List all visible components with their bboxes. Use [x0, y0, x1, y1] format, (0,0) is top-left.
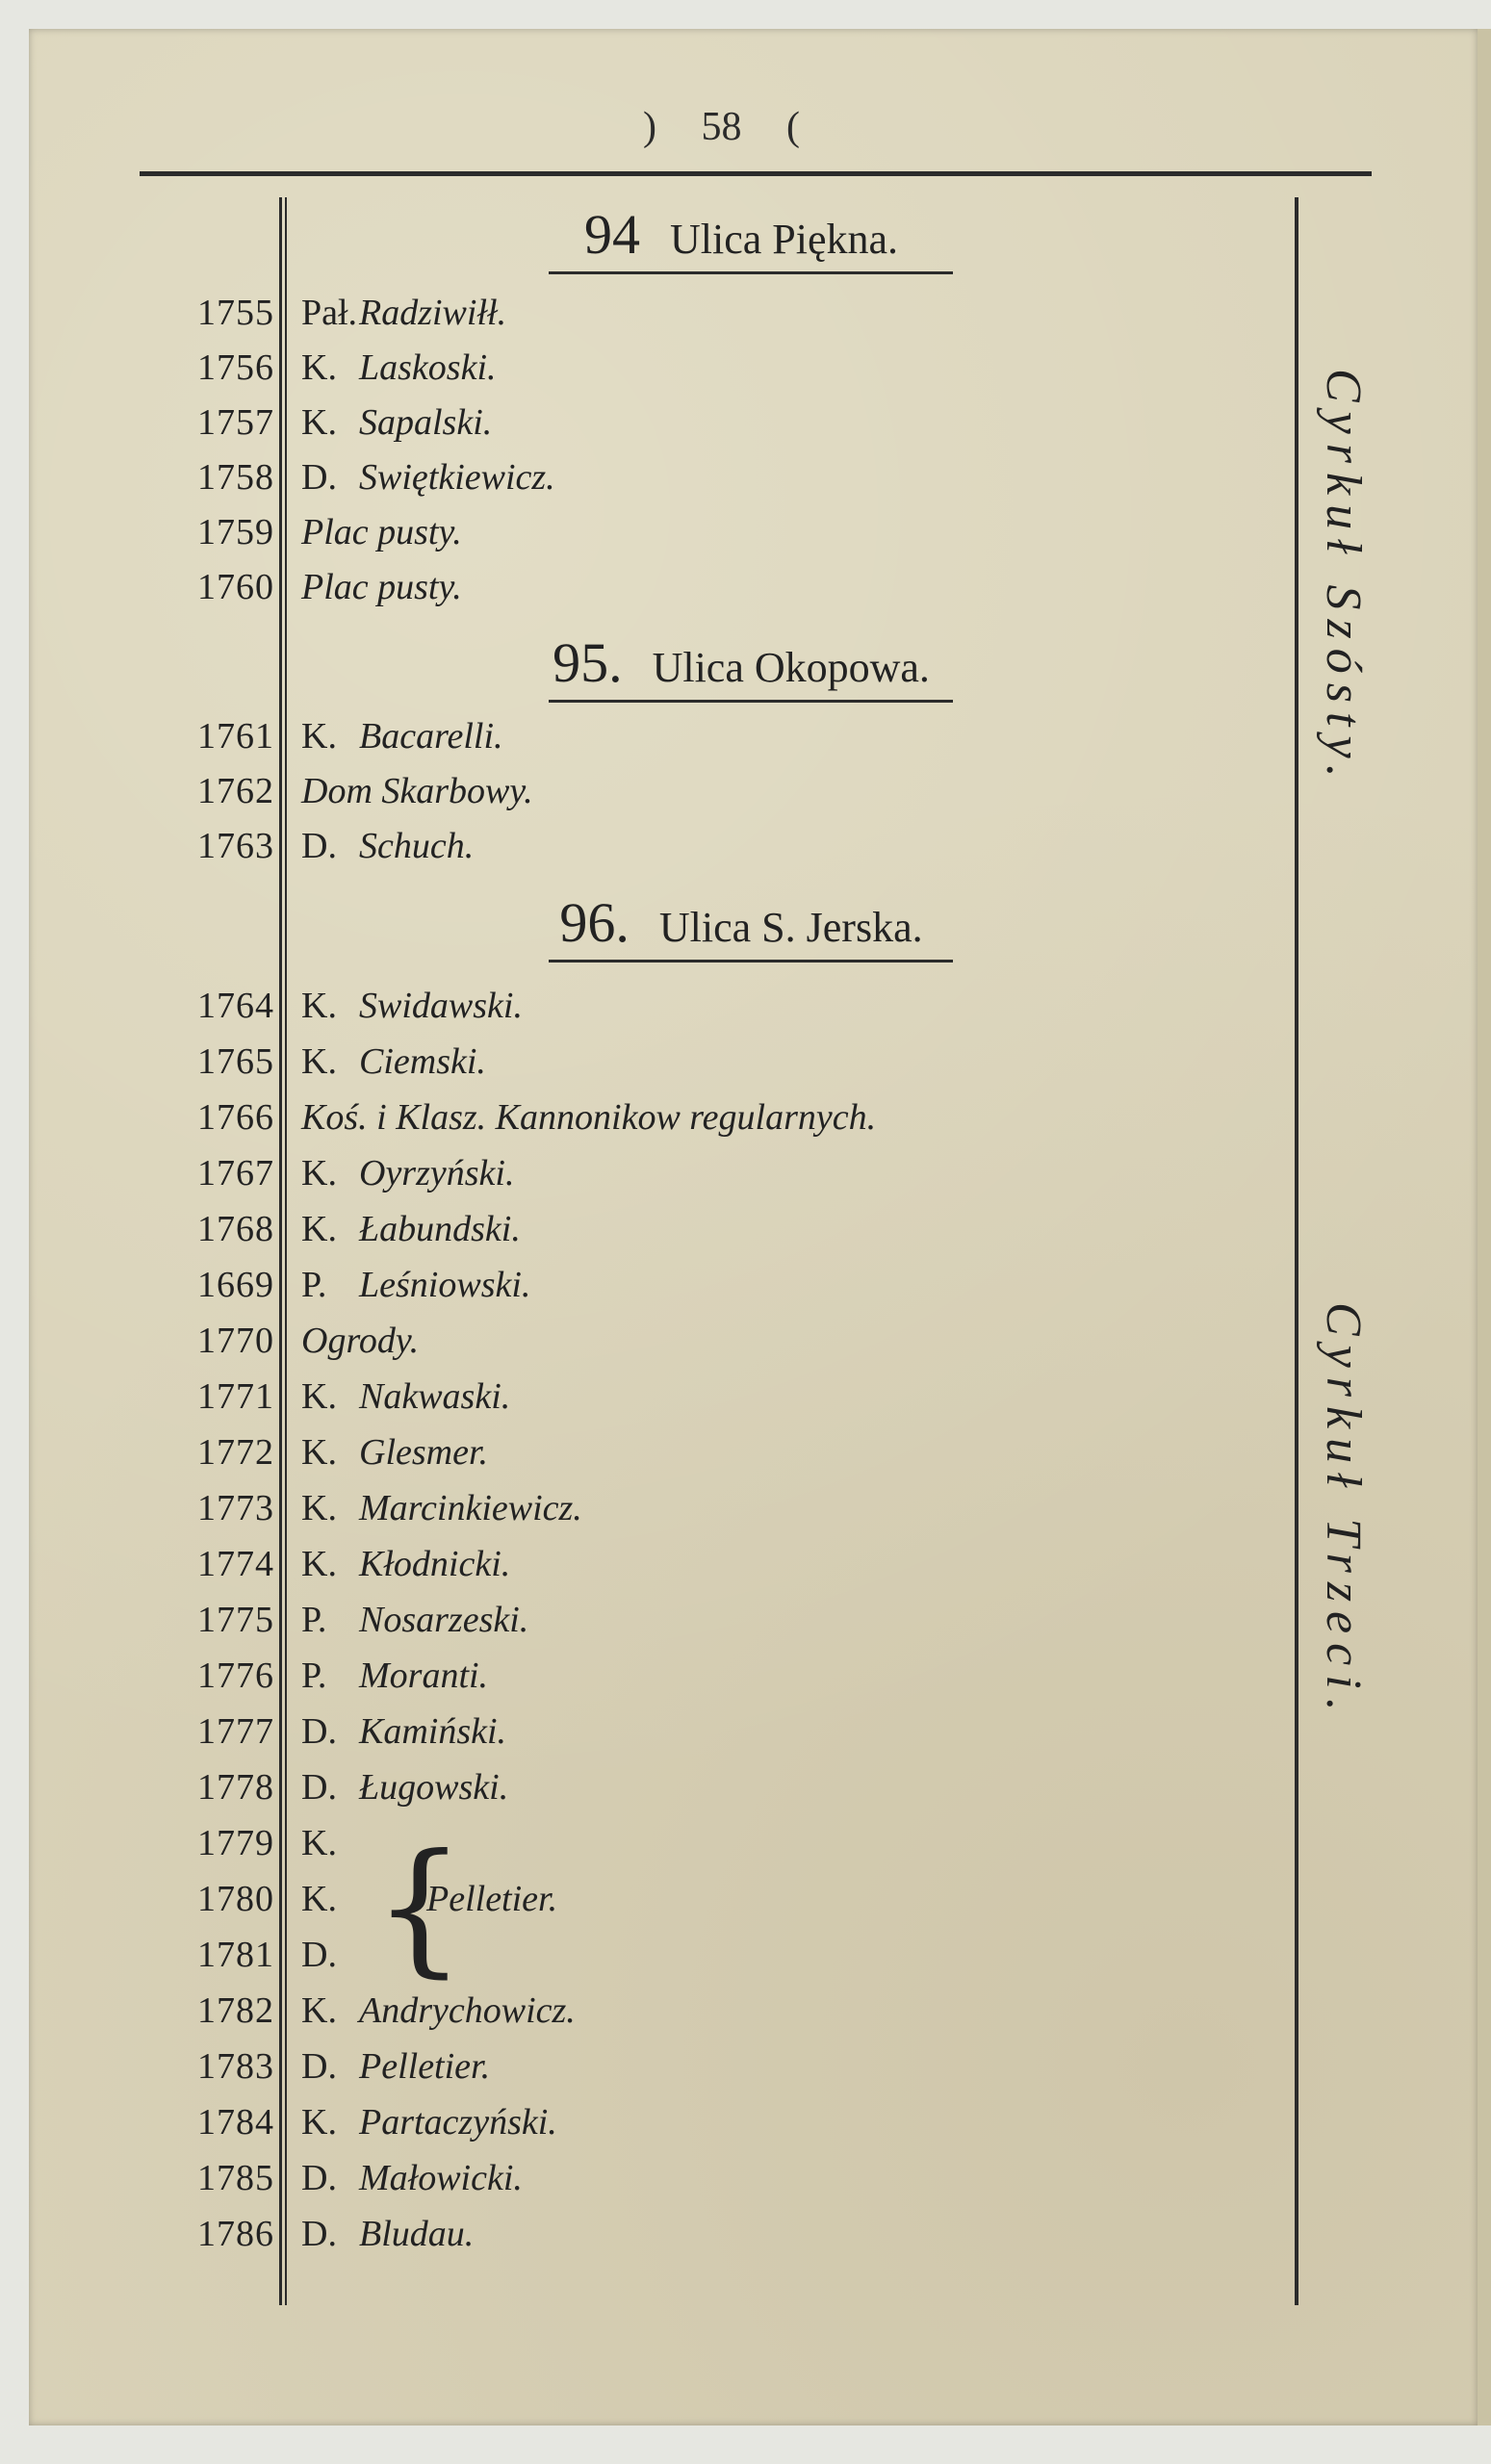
table-row — [144, 453, 1251, 501]
table-row — [144, 289, 1251, 337]
table-row — [144, 1987, 1251, 2035]
entry-number: 1773 — [197, 1488, 274, 1528]
entry-number: 1768 — [197, 1209, 274, 1249]
table-row — [144, 344, 1251, 392]
table-row — [144, 712, 1251, 760]
entry-number: 1765 — [197, 1041, 274, 1082]
table-row — [144, 1875, 1251, 1923]
entry-number: 1762 — [197, 771, 274, 811]
entry-name: Glesmer. — [359, 1432, 489, 1473]
entry-number: 1779 — [197, 1823, 274, 1863]
section-heading — [308, 202, 1174, 267]
entry-rank: K. — [301, 1879, 337, 1919]
entry-rank: K. — [301, 1990, 337, 2031]
brace-icon: { — [373, 1824, 466, 1991]
entry-name: Pelletier. — [426, 1879, 558, 1919]
entry-rank: K. — [301, 2102, 337, 2143]
entry-rank: D. — [301, 2158, 337, 2198]
section-title: Ulica S. Jerska. — [658, 904, 923, 951]
page-header — [626, 104, 817, 150]
entry-number: 1783 — [197, 2046, 274, 2087]
entry-name: Marcinkiewicz. — [359, 1488, 582, 1528]
entry-rank: K. — [301, 347, 337, 388]
entry-name: Kamiński. — [359, 1711, 507, 1752]
table-row — [144, 1596, 1251, 1644]
entry-number: 1766 — [197, 1097, 274, 1138]
entry-number: 1777 — [197, 1711, 274, 1752]
right-rule — [1295, 197, 1298, 2305]
entry-name: Koś. i Klasz. Kannonikow regularnych. — [301, 1097, 877, 1138]
section-heading — [308, 630, 1174, 695]
entry-number: 1784 — [197, 2102, 274, 2143]
table-row — [144, 398, 1251, 447]
entry-number: 1781 — [197, 1935, 274, 1975]
entry-number: 1764 — [197, 986, 274, 1026]
section-heading — [308, 890, 1174, 955]
entry-name: Bacarelli. — [359, 716, 503, 757]
section-rule — [549, 960, 953, 962]
side-label-cyrkul-trzeci: Cyrkuł Trzeci. — [1316, 1301, 1371, 1721]
entry-number: 1770 — [197, 1321, 274, 1361]
table-row — [144, 1540, 1251, 1588]
table-row — [144, 1093, 1251, 1142]
table-row — [144, 508, 1251, 556]
entry-rank: K. — [301, 1153, 337, 1194]
entry-rank: D. — [301, 1711, 337, 1752]
entry-name: Plac pusty. — [301, 512, 462, 552]
entry-number: 1780 — [197, 1879, 274, 1919]
entry-rank: K. — [301, 1432, 337, 1473]
entry-rank: K. — [301, 1488, 337, 1528]
table-row — [144, 563, 1251, 611]
table-row — [144, 1707, 1251, 1756]
entry-name: Małowicki. — [359, 2158, 523, 2198]
entry-number: 1776 — [197, 1656, 274, 1696]
table-row — [144, 1261, 1251, 1309]
entry-rank: D. — [301, 457, 337, 498]
table-row — [144, 2154, 1251, 2202]
entry-rank: D. — [301, 1935, 337, 1975]
table-row — [144, 982, 1251, 1030]
table-row — [144, 1652, 1251, 1700]
entry-name: Schuch. — [359, 826, 475, 866]
entry-rank: D. — [301, 2214, 337, 2254]
table-row — [144, 822, 1251, 870]
entry-name: Pelletier. — [359, 2046, 491, 2087]
entry-number: 1760 — [197, 567, 274, 607]
entry-number: 1761 — [197, 716, 274, 757]
entry-name: Ciemski. — [359, 1041, 486, 1082]
entry-name: Laskoski. — [359, 347, 497, 388]
entry-rank: K. — [301, 1376, 337, 1417]
section-number: 94 — [583, 203, 640, 266]
table-row — [144, 2098, 1251, 2146]
entry-number: 1755 — [197, 293, 274, 333]
entry-name: Nosarzeski. — [359, 1600, 529, 1640]
entry-number: 1782 — [197, 1990, 274, 2031]
entry-rank: P. — [301, 1656, 327, 1696]
section-rule — [549, 271, 953, 274]
section-number: 96. — [559, 891, 630, 954]
entry-name: Ługowski. — [359, 1767, 509, 1808]
entry-number: 1778 — [197, 1767, 274, 1808]
entry-rank: P. — [301, 1265, 327, 1305]
table-row — [144, 1038, 1251, 1086]
entry-rank: D. — [301, 1767, 337, 1808]
entry-rank: K. — [301, 402, 337, 443]
entry-name: Łabundski. — [359, 1209, 521, 1249]
section-rule — [549, 700, 953, 703]
entry-number: 1771 — [197, 1376, 274, 1417]
table-row — [144, 1317, 1251, 1365]
entry-number: 1759 — [197, 512, 274, 552]
entry-number: 1772 — [197, 1432, 274, 1473]
entry-name: Leśniowski. — [359, 1265, 531, 1305]
table-row — [144, 1484, 1251, 1532]
entry-name: Sapalski. — [359, 402, 493, 443]
section-title: Ulica Okopowa. — [652, 644, 930, 691]
entry-number: 1757 — [197, 402, 274, 443]
entry-number: 1774 — [197, 1544, 274, 1584]
table-row — [144, 1819, 1251, 1867]
table-row — [144, 1931, 1251, 1979]
entry-number: 1785 — [197, 2158, 274, 2198]
entry-name: Swidawski. — [359, 986, 523, 1026]
entry-rank: D. — [301, 2046, 337, 2087]
entry-name: Dom Skarbowy. — [301, 771, 533, 811]
section-number: 95. — [553, 631, 623, 694]
entry-rank: K. — [301, 1209, 337, 1249]
entry-number: 1763 — [197, 826, 274, 866]
entry-rank: Pał. — [301, 293, 358, 333]
entry-rank: D. — [301, 826, 337, 866]
entry-name: Bludau. — [359, 2214, 475, 2254]
entry-rank: K. — [301, 1823, 337, 1863]
entry-rank: K. — [301, 1041, 337, 1082]
table-row — [144, 2042, 1251, 2091]
entry-number: 1758 — [197, 457, 274, 498]
table-row — [144, 1205, 1251, 1253]
entry-name: Nakwaski. — [359, 1376, 511, 1417]
entry-rank: K. — [301, 986, 337, 1026]
table-row — [144, 2210, 1251, 2258]
entry-name: Partaczyński. — [359, 2102, 557, 2143]
table-row — [144, 1763, 1251, 1811]
entry-name: Moranti. — [359, 1656, 489, 1696]
side-label-cyrkul-szosty: Cyrkuł Szósty. — [1316, 368, 1371, 787]
entry-name: Ogrody. — [301, 1321, 420, 1361]
entry-rank: K. — [301, 1544, 337, 1584]
table-row — [144, 1428, 1251, 1476]
entry-name: Radziwiłł. — [359, 293, 507, 333]
entry-number: 1756 — [197, 347, 274, 388]
entry-rank: P. — [301, 1600, 327, 1640]
entry-number: 1669 — [197, 1265, 274, 1305]
header-paren-left: ) — [643, 105, 656, 149]
entry-number: 1767 — [197, 1153, 274, 1194]
section-title: Ulica Piękna. — [669, 216, 899, 263]
top-rule — [140, 171, 1372, 176]
entry-name: Plac pusty. — [301, 567, 462, 607]
table-row — [144, 767, 1251, 815]
header-paren-right: ( — [786, 105, 800, 149]
page-number: 58 — [701, 105, 742, 149]
entry-number: 1775 — [197, 1600, 274, 1640]
entry-name: Kłodnicki. — [359, 1544, 511, 1584]
entry-name: Oyrzyński. — [359, 1153, 515, 1194]
entry-name: Swiętkiewicz. — [359, 457, 555, 498]
entry-name: Andrychowicz. — [359, 1990, 576, 2031]
entry-number: 1786 — [197, 2214, 274, 2254]
table-row — [144, 1149, 1251, 1197]
table-row — [144, 1373, 1251, 1421]
entry-rank: K. — [301, 716, 337, 757]
